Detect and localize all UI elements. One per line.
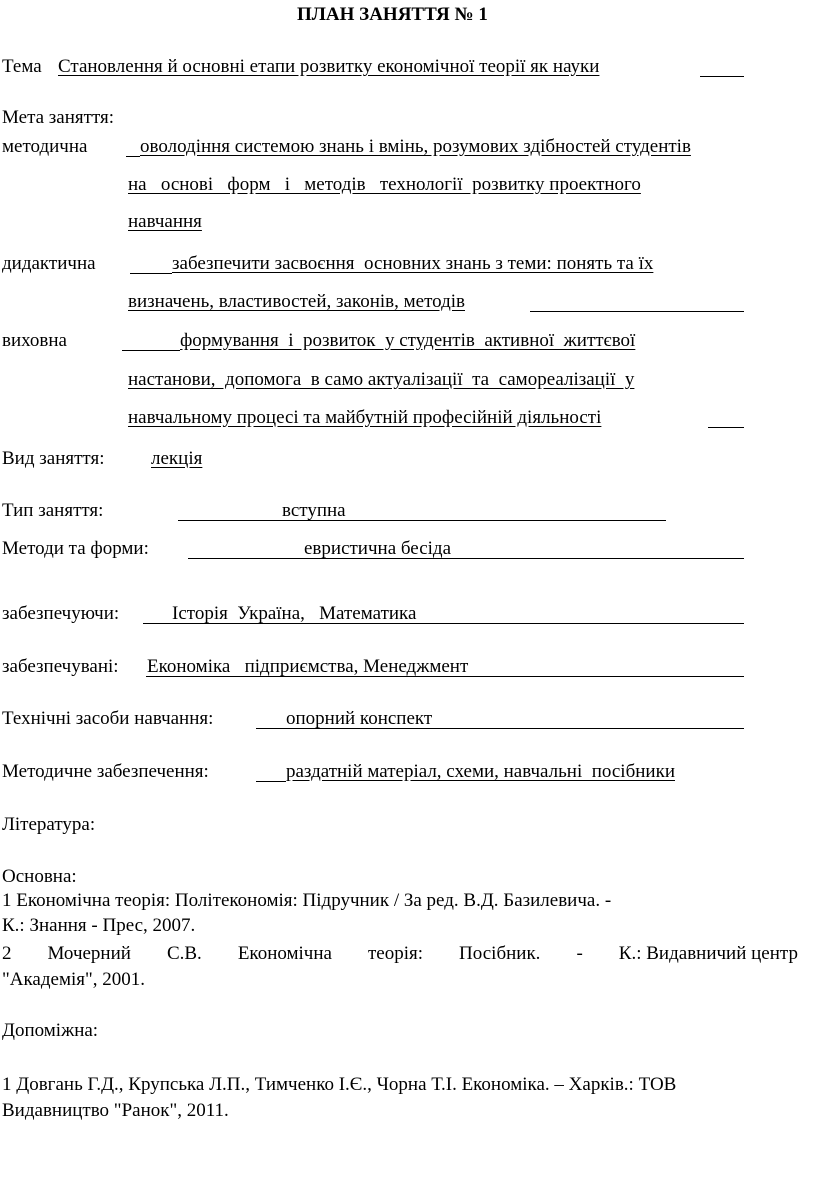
method-support-value: раздатній матеріал, схеми, навчальні посібники [286,761,675,782]
methodical-lead-line [126,156,140,157]
goals-label: Мета заняття: [2,107,115,128]
main-ref-2-word: 2 [2,943,12,964]
didactic-line-2: визначень, властивостей, законів, методів [128,291,465,312]
methods-underline [188,558,744,559]
providing-label: забезпечуючи: [2,603,120,624]
methodical-line-1: оволодіння системою знань і вмінь, розумових здібностей студентів [140,136,691,157]
topic-value: Становлення й основні етапи розвитку економічної теорії як науки [58,56,600,77]
lesson-kind-value: лекція [151,448,203,469]
methodical-line-2: на основі форм і методів технології розвитку проектного [128,174,641,195]
lesson-type-label: Тип заняття: [2,500,104,521]
provided-label: забезпечувані: [2,656,119,677]
main-ref-2-word: С.В. [166,943,202,964]
method-support-label: Методичне забезпечення: [2,761,209,782]
methods-label: Методи та форми: [2,538,149,559]
methodical-label: методична [2,136,88,157]
extra-literature-label: Допоміжна: [2,1020,99,1041]
main-literature-label: Основна: [2,866,77,887]
method-support-lead-line [256,781,286,782]
didactic-lead-line [130,273,172,274]
main-ref-1-line-2: К.: Знання - Прес, 2007. [2,915,196,936]
methods-value: евристична бесіда [304,538,452,559]
didactic-line-1: забезпечити засвоєння основних знань з теми: понять та їх [172,253,654,274]
main-ref-2-word: Економічна [237,943,332,964]
page-title: ПЛАН ЗАНЯТТЯ № 1 [297,4,488,25]
tech-means-label: Технічні засоби навчання: [2,708,214,729]
didactic-underline [530,311,744,312]
main-ref-2-word: Посібник. [459,943,541,964]
lesson-type-value: вступна [282,500,346,521]
educational-line-3: навчальному процесі та майбутній професійній діяльності [128,407,602,428]
educational-underline [708,427,744,428]
topic-underline [700,76,744,77]
educational-label: виховна [2,330,67,351]
main-ref-2-word: теорія: [367,943,424,964]
educational-lead-line [122,350,180,351]
providing-value: Історія Україна, Математика [172,603,417,624]
main-ref-2-line-1 [2,943,798,965]
topic-label: Тема [2,56,42,77]
extra-ref-1-line-1: 1 Довгань Г.Д., Крупська Л.П., Тимченко І.Є., Чорна Т.І. Економіка. – Харків.: ТОВ [2,1074,677,1095]
main-ref-2-line-2: "Академія", 2001. [2,969,146,990]
lesson-type-underline [178,520,666,521]
extra-ref-1-line-2: Видавництво "Ранок", 2011. [2,1100,229,1121]
didactic-label: дидактична [2,253,96,274]
educational-line-2: настанови, допомога в само актуалізації та самореалізації у [128,369,635,390]
main-ref-2-word: Мочерний [47,943,131,964]
literature-label: Література: [2,814,96,835]
methodical-line-3: навчання [128,211,202,232]
provided-value: Економіка підприємства, Менеджмент [147,656,469,677]
tech-means-value: опорний конспект [286,708,433,729]
lesson-kind-label: Вид заняття: [2,448,105,469]
main-ref-1-line-1: 1 Економічна теорія: Політекономія: Підручник / За ред. В.Д. Базилевича. - [2,890,612,911]
main-ref-2-word: К.: Видавничий центр [618,943,798,964]
educational-line-1: формування і розвиток у студентів активної життєвої [180,330,636,351]
main-ref-2-word: - [576,943,583,964]
